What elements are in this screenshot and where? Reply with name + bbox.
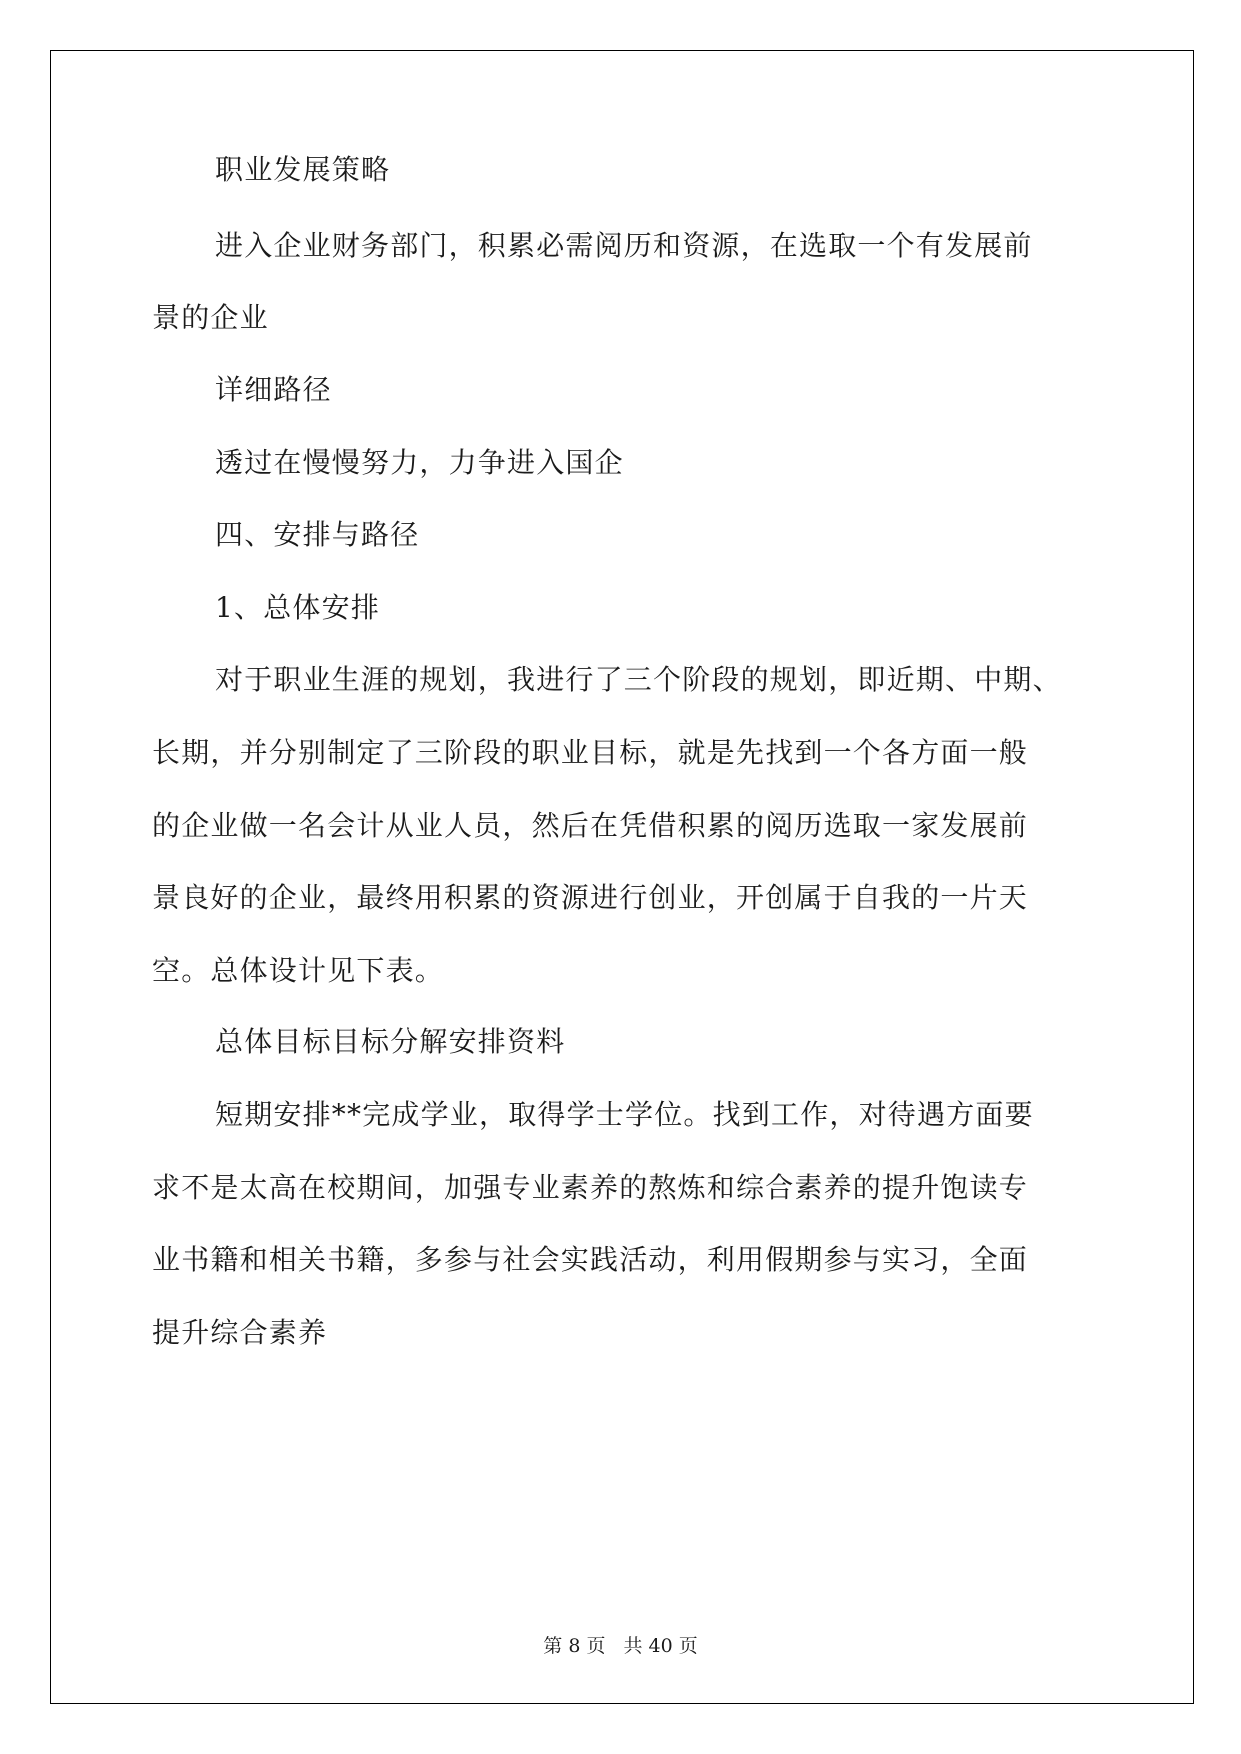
page-total: 共 40 页: [623, 1635, 698, 1657]
section-heading: 四、安排与路径: [215, 518, 420, 551]
subsection-heading: 1、总体安排: [215, 591, 381, 624]
paragraph-line: 提升综合素养: [152, 1316, 328, 1349]
paragraph-line: 景的企业: [152, 301, 269, 334]
page-number: 第 8 页: [543, 1635, 606, 1657]
paragraph-line: 景良好的企业，最终用积累的资源进行创业，开创属于自我的一片天: [152, 881, 1029, 914]
paragraph-line: 的企业做一名会计从业人员，然后在凭借积累的阅历选取一家发展前: [152, 809, 1029, 842]
paragraph-line: 业书籍和相关书籍，多参与社会实践活动，利用假期参与实习，全面: [152, 1243, 1029, 1276]
table-heading: 总体目标目标分解安排资料: [215, 1025, 566, 1058]
paragraph-line: 进入企业财务部门，积累必需阅历和资源，在选取一个有发展前: [215, 229, 1033, 262]
paragraph-line: 对于职业生涯的规划，我进行了三个阶段的规划，即近期、中期、: [215, 663, 1062, 696]
paragraph-line: 短期安排**完成学业，取得学士学位。找到工作，对待遇方面要: [215, 1098, 1034, 1131]
paragraph-line: 空。总体设计见下表。: [152, 954, 445, 987]
page-footer: [0, 1634, 1241, 1658]
paragraph-line: 求不是太高在校期间，加强专业素养的熬炼和综合素养的提升饱读专: [152, 1171, 1029, 1204]
heading-career-strategy: 职业发展策略: [215, 153, 391, 186]
paragraph-line: 长期，并分别制定了三阶段的职业目标，就是先找到一个各方面一般: [152, 736, 1029, 769]
heading-detailed-path: 详细路径: [215, 373, 332, 406]
paragraph-line: 透过在慢慢努力，力争进入国企: [215, 446, 624, 479]
